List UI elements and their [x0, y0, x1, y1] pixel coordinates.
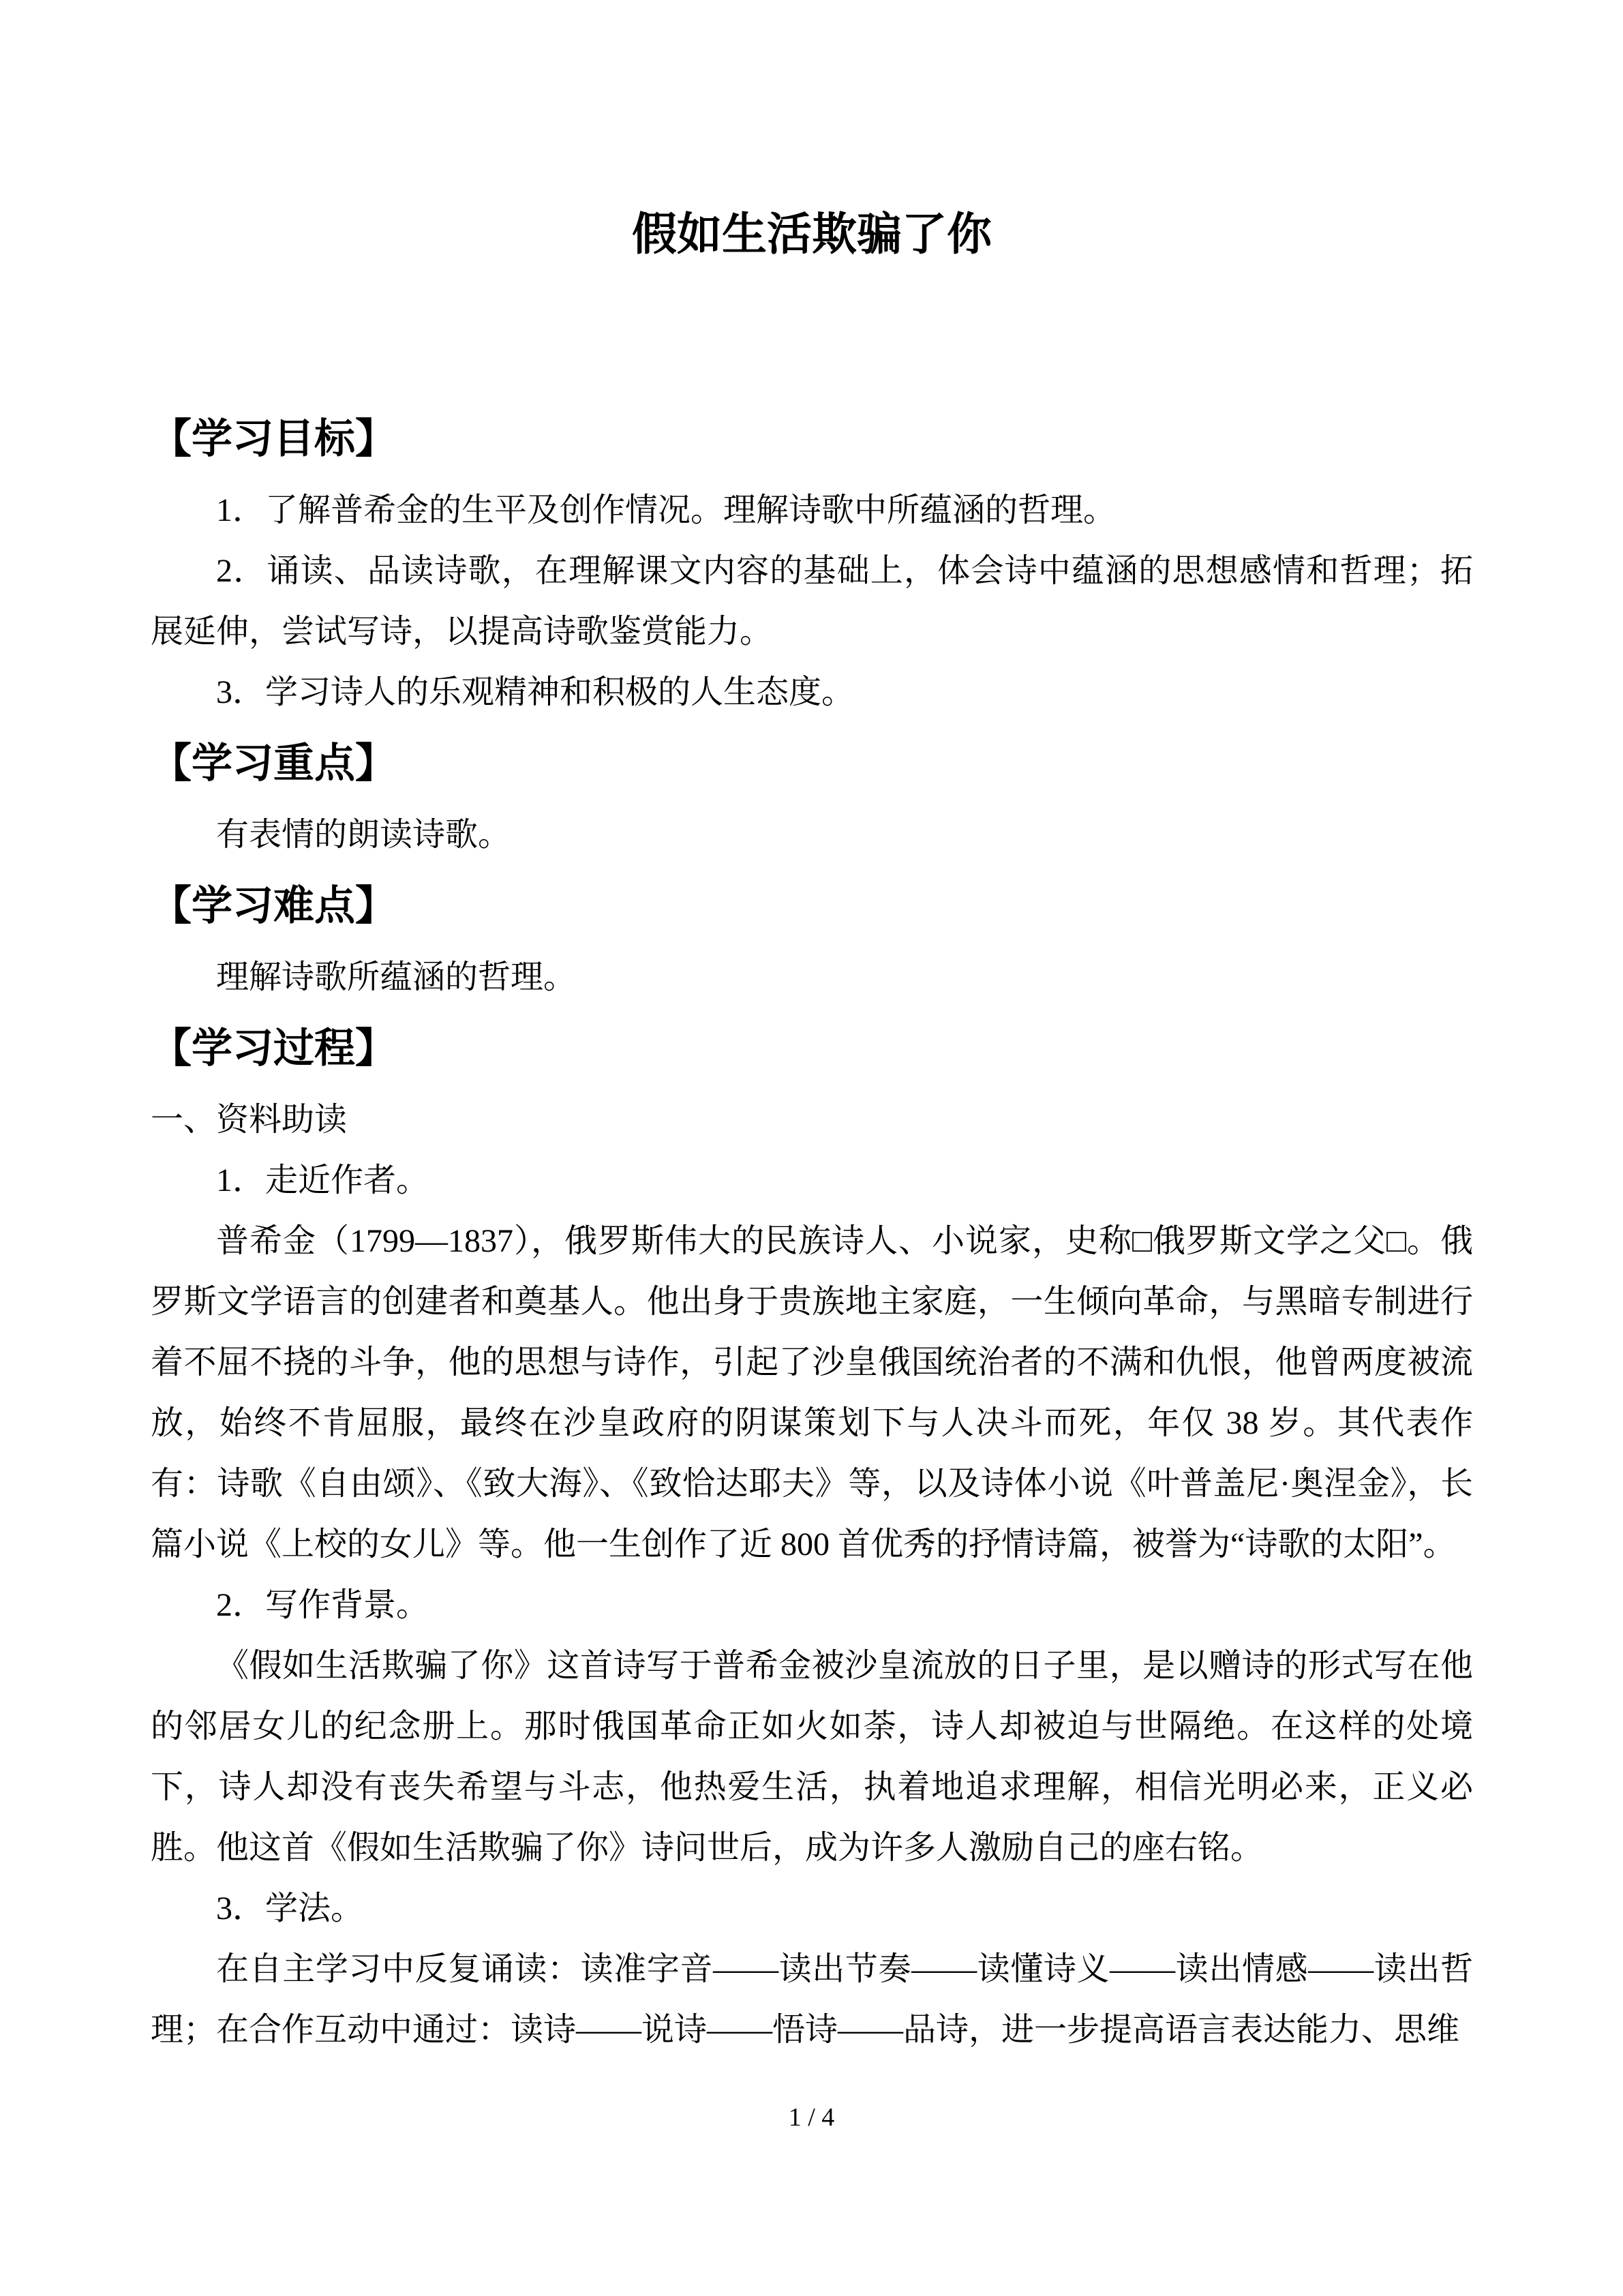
objective-item-2: 2．诵读、品读诗歌，在理解课文内容的基础上，体会诗中蕴涵的思想感情和哲理；拓展延伸，尝试写诗，以提高诗歌鉴赏能力。 [151, 553, 1473, 650]
part-title-material-reading: 一、资料助读 [151, 1102, 348, 1138]
subsection-title-author: 1．走近作者。 [216, 1162, 429, 1198]
page-title: 假如生活欺骗了你 [632, 210, 992, 260]
background-paragraph: 《假如生活欺骗了你》这首诗写于普希金被沙皇流放的日子里，是以赠诗的形式写在他的邻居女儿的纪念册上。那时俄国革命正如火如荼，诗人却被迫与世隔绝。在这样的处境下，诗人却没有丧失希望与斗志，他热爱生活，执着地追求理解，相信光明必来，正义必胜。他这首《假如生活欺骗了你》诗问世后，成为许多人激励自己的座右铭。 [151, 1648, 1473, 1866]
difficulty-text: 理解诗歌所蕴涵的哲理。 [216, 959, 577, 995]
objective-item-3: 3．学习诗人的乐观精神和积极的人生态度。 [216, 674, 855, 710]
subsection-title-background: 2．写作背景。 [216, 1587, 429, 1623]
key-point-text: 有表情的朗读诗歌。 [216, 817, 511, 853]
section-heading-difficulty: 【学习难点】 [151, 883, 396, 928]
section-heading-key-point: 【学习重点】 [151, 740, 396, 786]
objective-item-1: 1．了解普希金的生平及创作情况。理解诗歌中所蕴涵的哲理。 [216, 492, 1117, 528]
section-heading-objectives: 【学习目标】 [151, 416, 396, 462]
document-content [151, 0, 1473, 2060]
author-intro-paragraph: 普希金（1799—1837），俄罗斯伟大的民族诗人、小说家，史称□俄罗斯文学之父□。俄罗斯文学语言的创建者和奠基人。他出身于贵族地主家庭，一生倾向革命，与黑暗专制进行着不屈不挠的斗争，他的思想与诗作，引起了沙皇俄国统治者的不满和仇恨，他曾两度被流放，始终不肯屈服，最终在沙皇政府的阴谋策划下与人决斗而死，年仅 38 岁。其代表作有：诗歌《自由颂》、《致大海》、《致恰达耶夫》等，以及诗体小说《叶普盖尼·奥涅金》，长篇小说《上校的女儿》等。他一生创作了近 800 首优秀的抒情诗篇，被誉为“诗歌的太阳”。 [151, 1223, 1473, 1562]
page-number: 1 / 4 [788, 2103, 835, 2132]
subsection-title-method: 3．学法。 [216, 1890, 364, 1927]
section-heading-process: 【学习过程】 [151, 1025, 396, 1071]
method-paragraph: 在自主学习中反复诵读：读准字音——读出节奏——读懂诗义——读出情感——读出哲理；在合作互动中通过：读诗——说诗——悟诗——品诗，进一步提高语言表达能力、思维 [151, 1951, 1473, 2048]
